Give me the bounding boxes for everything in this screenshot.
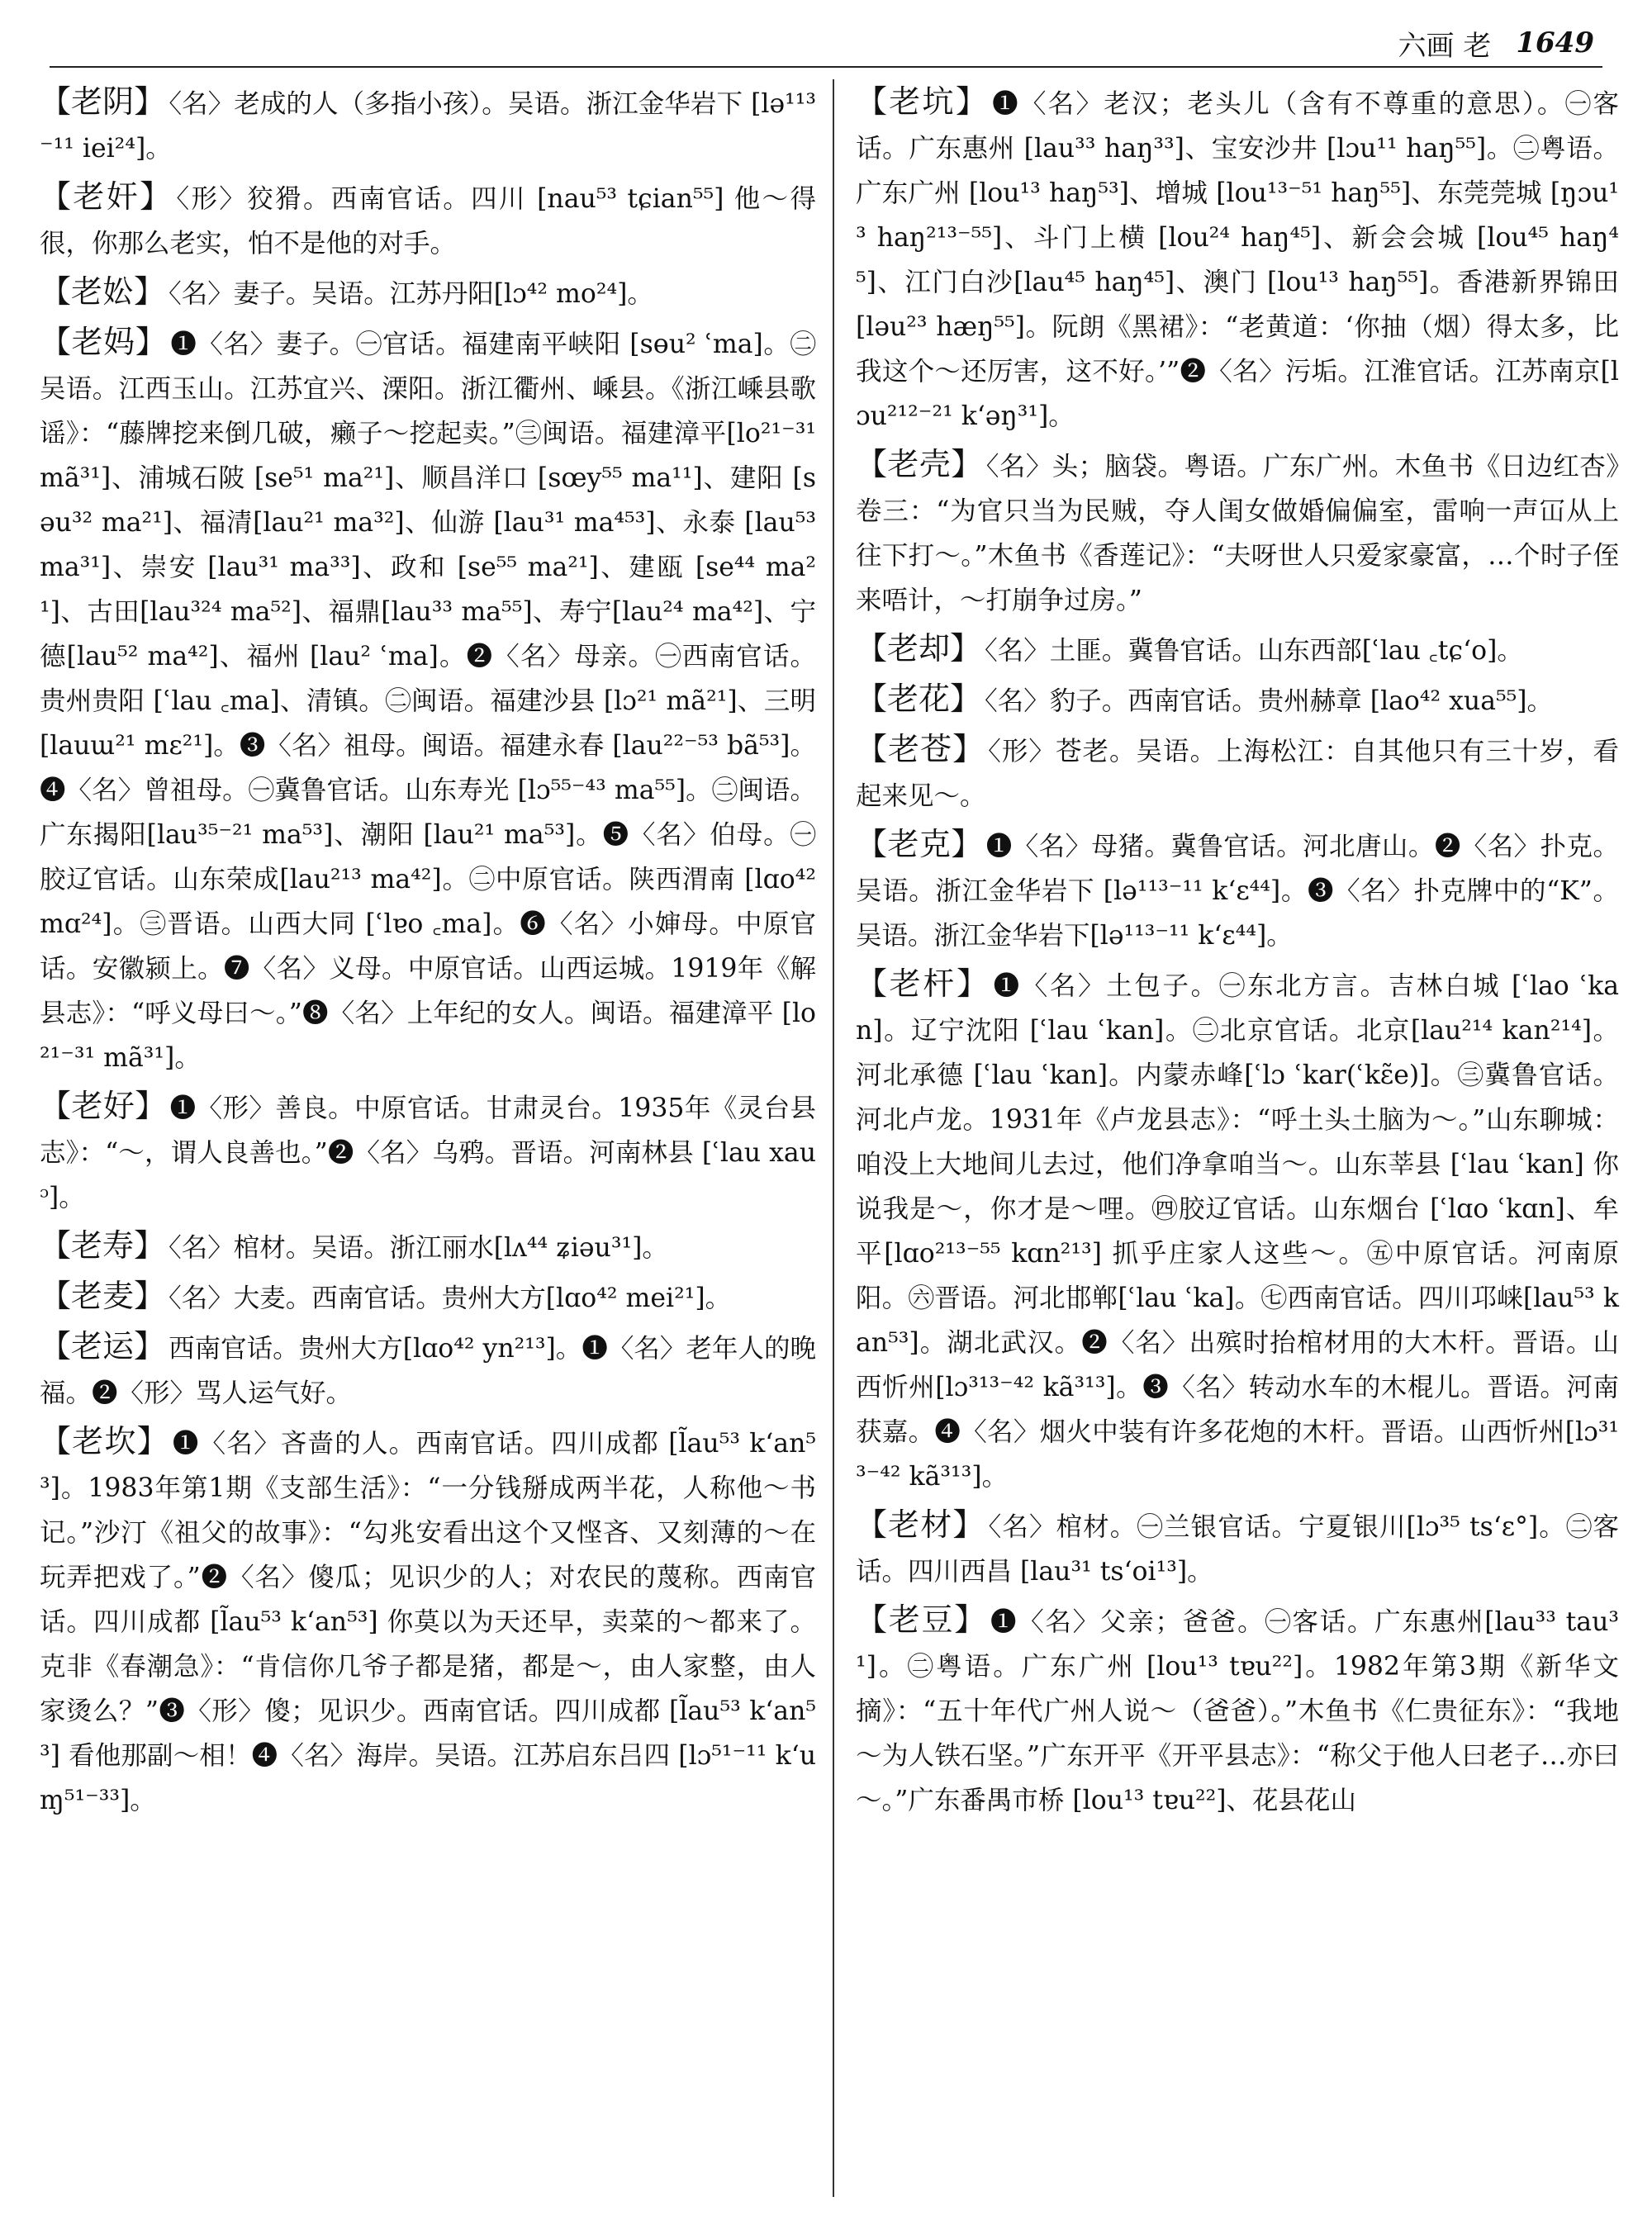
definition: ❶〈名〉土包子。㊀东北方言。吉林白城 [ʿlao ʿkan]。辽宁沈阳 [ʿlau ʿkan]。㊁北京官话。北京[lau²¹⁴ kan²¹⁴]。河北承德 [ʿlau ʿkan]。内蒙赤峰[ʿlɔ ʿkar(ʿkɛ̃e)]。㊂冀鲁官话。河北卢龙。1931年《卢龙县志》：“呼土头土脑为～。”山东聊城：咱没上大地间儿去过，他们净拿咱当～。山东莘县 [ʿlau ʿkan] 你说我是～，你才是～哩。㊃胶辽官话。山东烟台 [ʿlɑo ʿkɑn]、牟平[lɑo²¹³⁻⁵⁵ kɑn²¹³] 抓乎庄家人这些～。㊄中原官话。河南原阳。㊅晋语。河北邯郸[ʿlau ʿka]。㊆西南官话。四川邛崃[lau⁵³ kan⁵³]。湖北武汉。❷〈名〉出殡时抬棺材用的大木杆。晋语。山西忻州[lɔ³¹³⁻⁴² kã³¹³]。❸〈名〉转动水车的木棍儿。晋语。河南获嘉。❹〈名〉烟火中装有许多花炮的木杆。晋语。山西忻州[lɔ³¹³⁻⁴² kã³¹³]。 [856, 971, 1619, 1492]
definition: 〈名〉土匪。冀鲁官话。山东西部[ʿlau ꜀tɕʻo]。 [985, 636, 1523, 666]
dictionary-entry [40, 1419, 816, 1823]
definition: ❶〈名〉父亲；爸爸。㊀客话。广东惠州[lau³³ tau³¹]。㊁粤语。广东广州 [lou¹³ tɐu²²]。1982年第3期《新华文摘》：“五十年代广州人说～（爸爸）。”木鱼书《仁贵征东》：“我地～为人铁石坚。”广东开平《开平县志》：“称父于他人曰老子…亦曰～。”广东番禺市桥 [lou¹³ tɐu²²]、花县花山 [856, 1607, 1619, 1815]
definition: 〈名〉头；脑袋。粤语。广东广州。木鱼书《日边红杏》卷三：“为官只当为民贼，夺人闺女做婚偏偏室，雷响一声冚从上往下打～。”木鱼书《香莲记》：“夫呀世人只爱家豪富，…个时子侄来唔计，～打崩争过房。” [856, 452, 1619, 615]
dictionary-entry [40, 1223, 816, 1270]
headword: 【老克】 [856, 826, 983, 862]
dictionary-entry [856, 961, 1619, 1499]
headword: 【老寿】 [40, 1227, 166, 1264]
headword: 【老豆】 [856, 1601, 987, 1638]
definition: ❶〈名〉吝啬的人。西南官话。四川成都 [l̃au⁵³ kʻan⁵³]。1983年第1期《支部生活》：“一分钱掰成两半花，人称他～书记。”沙汀《祖父的故事》：“勾兆安看出这个又悭吝、又刻薄的～在玩弄把戏了。”❷〈名〉傻瓜；见识少的人；对农民的蔑称。西南官话。四川成都 [l̃au⁵³ kʻan⁵³] 你莫以为天还早，卖菜的～都来了。克非《春潮急》：“肯信你几爷子都是猪，都是～，由人家整，由人家烫么？”❸〈形〉傻；见识少。西南官话。四川成都 [l̃au⁵³ kʻan⁵³] 看他那副～相！❹〈名〉海岸。吴语。江苏启东吕四 [lɔ⁵¹⁻¹¹ kʻuɱ⁵¹⁻³³]。 [40, 1429, 816, 1815]
headword: 【老材】 [856, 1506, 985, 1543]
page-header [50, 20, 1602, 68]
headword: 【老却】 [856, 630, 982, 667]
definition: 〈名〉棺材。吴语。浙江丽水[lʌ⁴⁴ ʑiəu³¹]。 [169, 1233, 668, 1263]
dictionary-entry [856, 822, 1619, 958]
definition: 〈名〉豹子。西南官话。贵州赫章 [lao⁴² xua⁵⁵]。 [985, 686, 1554, 716]
definition: 〈名〉妻子。吴语。江苏丹阳[lɔ⁴² mo²⁴]。 [169, 279, 653, 309]
definition: 西南官话。贵州大方[lɑo⁴² yn²¹³]。❶〈名〉老年人的晚福。❷〈形〉骂人运气好。 [40, 1334, 816, 1408]
headword: 【老坎】 [40, 1423, 169, 1459]
dictionary-entry [856, 676, 1619, 724]
dictionary-entry [40, 1324, 816, 1416]
headword: 【老花】 [856, 681, 982, 717]
dictionary-entry [40, 1084, 816, 1220]
definition: 〈名〉棺材。㊀兰银官话。宁夏银川[lɔ³⁵ tsʻɛ°]。㊁客话。四川西昌 [lau³¹ tsʻoi¹³]。 [856, 1512, 1619, 1587]
dictionary-entry [856, 442, 1619, 623]
dictionary-entry [856, 79, 1619, 439]
page-number: 1649 [1516, 26, 1594, 59]
dictionary-entry [856, 727, 1619, 818]
dictionary-entry [40, 79, 816, 171]
dictionary-entry [40, 174, 816, 266]
column-divider [833, 79, 834, 2197]
right-column [856, 79, 1619, 2205]
definition: 〈名〉大麦。西南官话。贵州大方[lɑo⁴² mei²¹]。 [169, 1283, 732, 1313]
definition: 〈形〉狡猾。西南官话。四川 [nau⁵³ tɕian⁵⁵] 他～得很，你那么老实，怕不是他的对手。 [40, 184, 816, 259]
definition: ❶〈名〉母猪。冀鲁官话。河北唐山。❷〈名〉扑克。吴语。浙江金华岩下 [lə¹¹³⁻¹¹ kʻɛ⁴⁴]。❸〈名〉扑克牌中的“K”。吴语。浙江金华岩下[lə¹¹³⁻¹¹ kʻɛ⁴⁴]。 [856, 832, 1619, 951]
headword: 【老坑】 [856, 83, 990, 120]
dictionary-entry [856, 1502, 1619, 1594]
headword: 【老杆】 [856, 966, 990, 1002]
headword: 【老壳】 [856, 446, 983, 482]
headword: 【老麦】 [40, 1278, 166, 1314]
dictionary-entry [856, 626, 1619, 673]
definition: 〈形〉苍老。吴语。上海松江：自其他只有三十岁，看起来见～。 [856, 737, 1619, 811]
headword: 【老好】 [40, 1088, 167, 1124]
dictionary-entry [856, 1597, 1619, 1823]
dictionary-entry [40, 320, 816, 1080]
section-title: 六画 老 [1398, 29, 1492, 63]
definition: 〈名〉老成的人（多指小孩）。吴语。浙江金华岩下 [lə¹¹³⁻¹¹ iei²⁴]。 [40, 89, 816, 164]
headword: 【老妈】 [40, 324, 168, 360]
headword: 【老运】 [40, 1328, 166, 1364]
headword: 【老阴】 [40, 83, 166, 120]
headword: 【老妐】 [40, 273, 166, 310]
definition: ❶〈名〉老汉；老头儿（含有不尊重的意思）。㊀客话。广东惠州 [lau³³ haŋ³³]、宝安沙井 [lɔu¹¹ haŋ⁵⁵]。㊁粤语。广东广州 [lou¹³ haŋ⁵³]、增城 [lou¹³⁻⁵¹ haŋ⁵⁵]、东莞莞城 [ŋɔu¹³ haŋ²¹³⁻⁵⁵]、斗门上横 [lou²⁴ haŋ⁴⁵]、新会会城 [lou⁴⁵ haŋ⁴⁵]、江门白沙[lau⁴⁵ haŋ⁴⁵]、澳门 [lou¹³ haŋ⁵⁵]。香港新界锦田 [ləu²³ hæŋ⁵⁵]。阮朗《黑裙》：“老黄道：‘你抽（烟）得太多，比我这个～还厉害，这不好。’”❷〈名〉污垢。江淮官话。江苏南京[lɔu²¹²⁻²¹ kʻəŋ³¹]。 [856, 89, 1619, 431]
definition: ❶〈名〉妻子。㊀官话。福建南平峡阳 [sɵu² ʿma]。㊁吴语。江西玉山。江苏宜兴、溧阳。浙江衢州、嵊县。《浙江嵊县歌谣》：“藤牌挖来倒几破，癞子～挖起卖。”㊂闽语。福建漳平[lo²¹⁻³¹ mã³¹]、浦城石陂 [se⁵¹ ma²¹]、顺昌洋口 [sœy⁵⁵ ma¹¹]、建阳 [səu³² ma²¹]、福清[lau²¹ ma³²]、仙游 [lau³¹ ma⁴⁵³]、永泰 [lau⁵³ ma³¹]、崇安 [lau³¹ ma³³]、政和 [se⁵⁵ ma²¹]、建瓯 [se⁴⁴ ma²¹]、古田[lau³²⁴ ma⁵²]、福鼎[lau³³ ma⁵⁵]、寿宁[lau²⁴ ma⁴²]、宁德[lau⁵² ma⁴²]、福州 [lau² ʿma]。❷〈名〉母亲。㊀西南官话。贵州贵阳 [ʿlau ꜀ma]、清镇。㊁闽语。福建沙县 [lɔ²¹ mã²¹]、三明[lauɯ²¹ mɛ²¹]。❸〈名〉祖母。闽语。福建永春 [lau²²⁻⁵³ bã⁵³]。❹〈名〉曾祖母。㊀冀鲁官话。山东寿光 [lɔ⁵⁵⁻⁴³ ma⁵⁵]。㊁闽语。广东揭阳[lau³⁵⁻²¹ ma⁵³]、潮阳 [lau²¹ ma⁵³]。❺〈名〉伯母。㊀胶辽官话。山东荣成[lau²¹³ ma⁴²]。㊁中原官话。陕西渭南 [lɑo⁴² mɑ²⁴]。㊂晋语。山西大同 [ʿlɐo ꜀ma]。❻〈名〉小婶母。中原官话。安徽颍上。❼〈名〉义母。中原官话。山西运城。1919年《解县志》：“呼义母曰～。”❽〈名〉上年纪的女人。闽语。福建漳平 [lo²¹⁻³¹ mã³¹]。 [40, 330, 816, 1073]
headword: 【老奸】 [40, 178, 173, 215]
definition: ❶〈形〉善良。中原官话。甘肃灵台。1935年《灵台县志》：“～，谓人良善也。”❷〈名〉乌鸦。晋语。河南林县 [ʿlau xauᵓ]。 [40, 1094, 816, 1212]
left-column [40, 79, 816, 2205]
dictionary-entry [40, 269, 816, 316]
dictionary-entry [40, 1274, 816, 1321]
headword: 【老苍】 [856, 731, 985, 767]
